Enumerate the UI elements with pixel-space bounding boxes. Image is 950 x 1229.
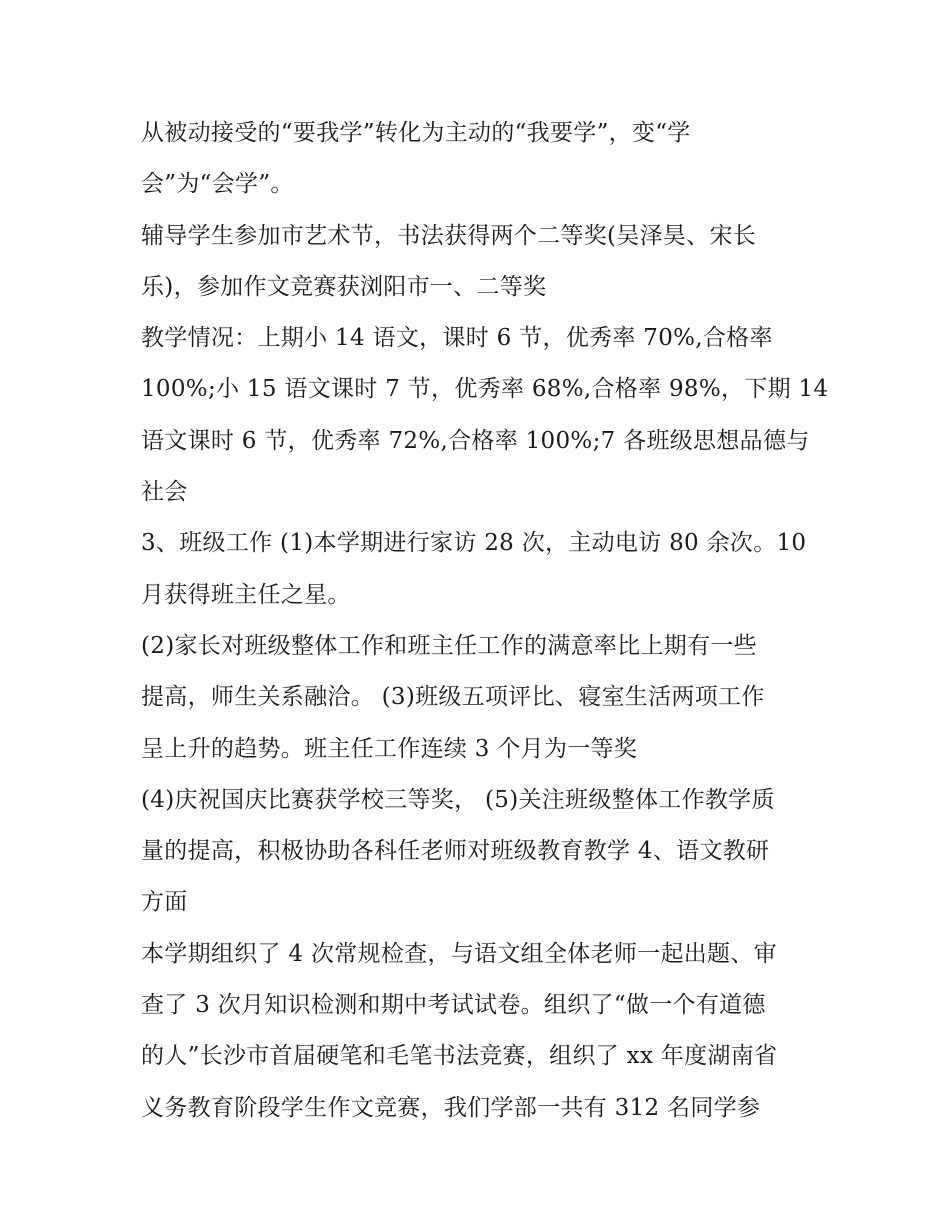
- text-line: 义务教育阶段学生作文竞赛，我们学部一共有 312 名同学参: [141, 1094, 761, 1121]
- text-line: 提高，师生关系融洽。 (3)班级五项评比、寝室生活两项工作: [141, 684, 765, 711]
- text-line: 本学期组织了 4 次常规检查，与语文组全体老师一起出题、审: [141, 940, 777, 967]
- text-line: 查了 3 次月知识检测和期中考试试卷。组织了“做一个有道德: [141, 992, 766, 1019]
- text-line: 呈上升的趋势。班主任工作连续 3 个月为一等奖: [141, 735, 638, 762]
- text-line: 方面: [141, 889, 188, 916]
- text-line: 量的提高，积极协助各科任老师对班级教育教学 4、语文教研: [141, 838, 770, 865]
- text-line: 从被动接受的“要我学”转化为主动的“我要学”，变“学: [141, 120, 691, 146]
- text-line: 100%;小 15 语文课时 7 节，优秀率 68%,合格率 98%，下期 14: [141, 376, 829, 403]
- text-line: (4)庆祝国庆比赛获学校三等奖， (5)关注班级整体工作教学质: [141, 786, 775, 813]
- document-body: [141, 108, 829, 1134]
- text-line: 月获得班主任之星。: [141, 581, 351, 608]
- text-line: (2)家长对班级整体工作和班主任工作的满意率比上期有一些: [141, 632, 757, 659]
- text-line: 语文课时 6 节，优秀率 72%,合格率 100%;7 各班级思想品德与: [141, 427, 810, 454]
- text-line: 辅导学生参加市艺术节，书法获得两个二等奖(吴泽昊、宋长: [141, 222, 757, 249]
- text-line: 社会: [141, 479, 188, 506]
- text-line: 教学情况：上期小 14 语文，课时 6 节，优秀率 70%,合格率: [141, 325, 773, 352]
- text-line: 的人”长沙市首届硬笔和毛笔书法竞赛，组织了 xx 年度湖南省: [141, 1043, 778, 1070]
- text-line: 3、班级工作 (1)本学期进行家访 28 次，主动电访 80 余次。10: [141, 530, 807, 557]
- text-line: 会”为“会学”。: [141, 171, 294, 198]
- text-line: 乐)，参加作文竞赛获浏阳市一、二等奖: [141, 273, 547, 300]
